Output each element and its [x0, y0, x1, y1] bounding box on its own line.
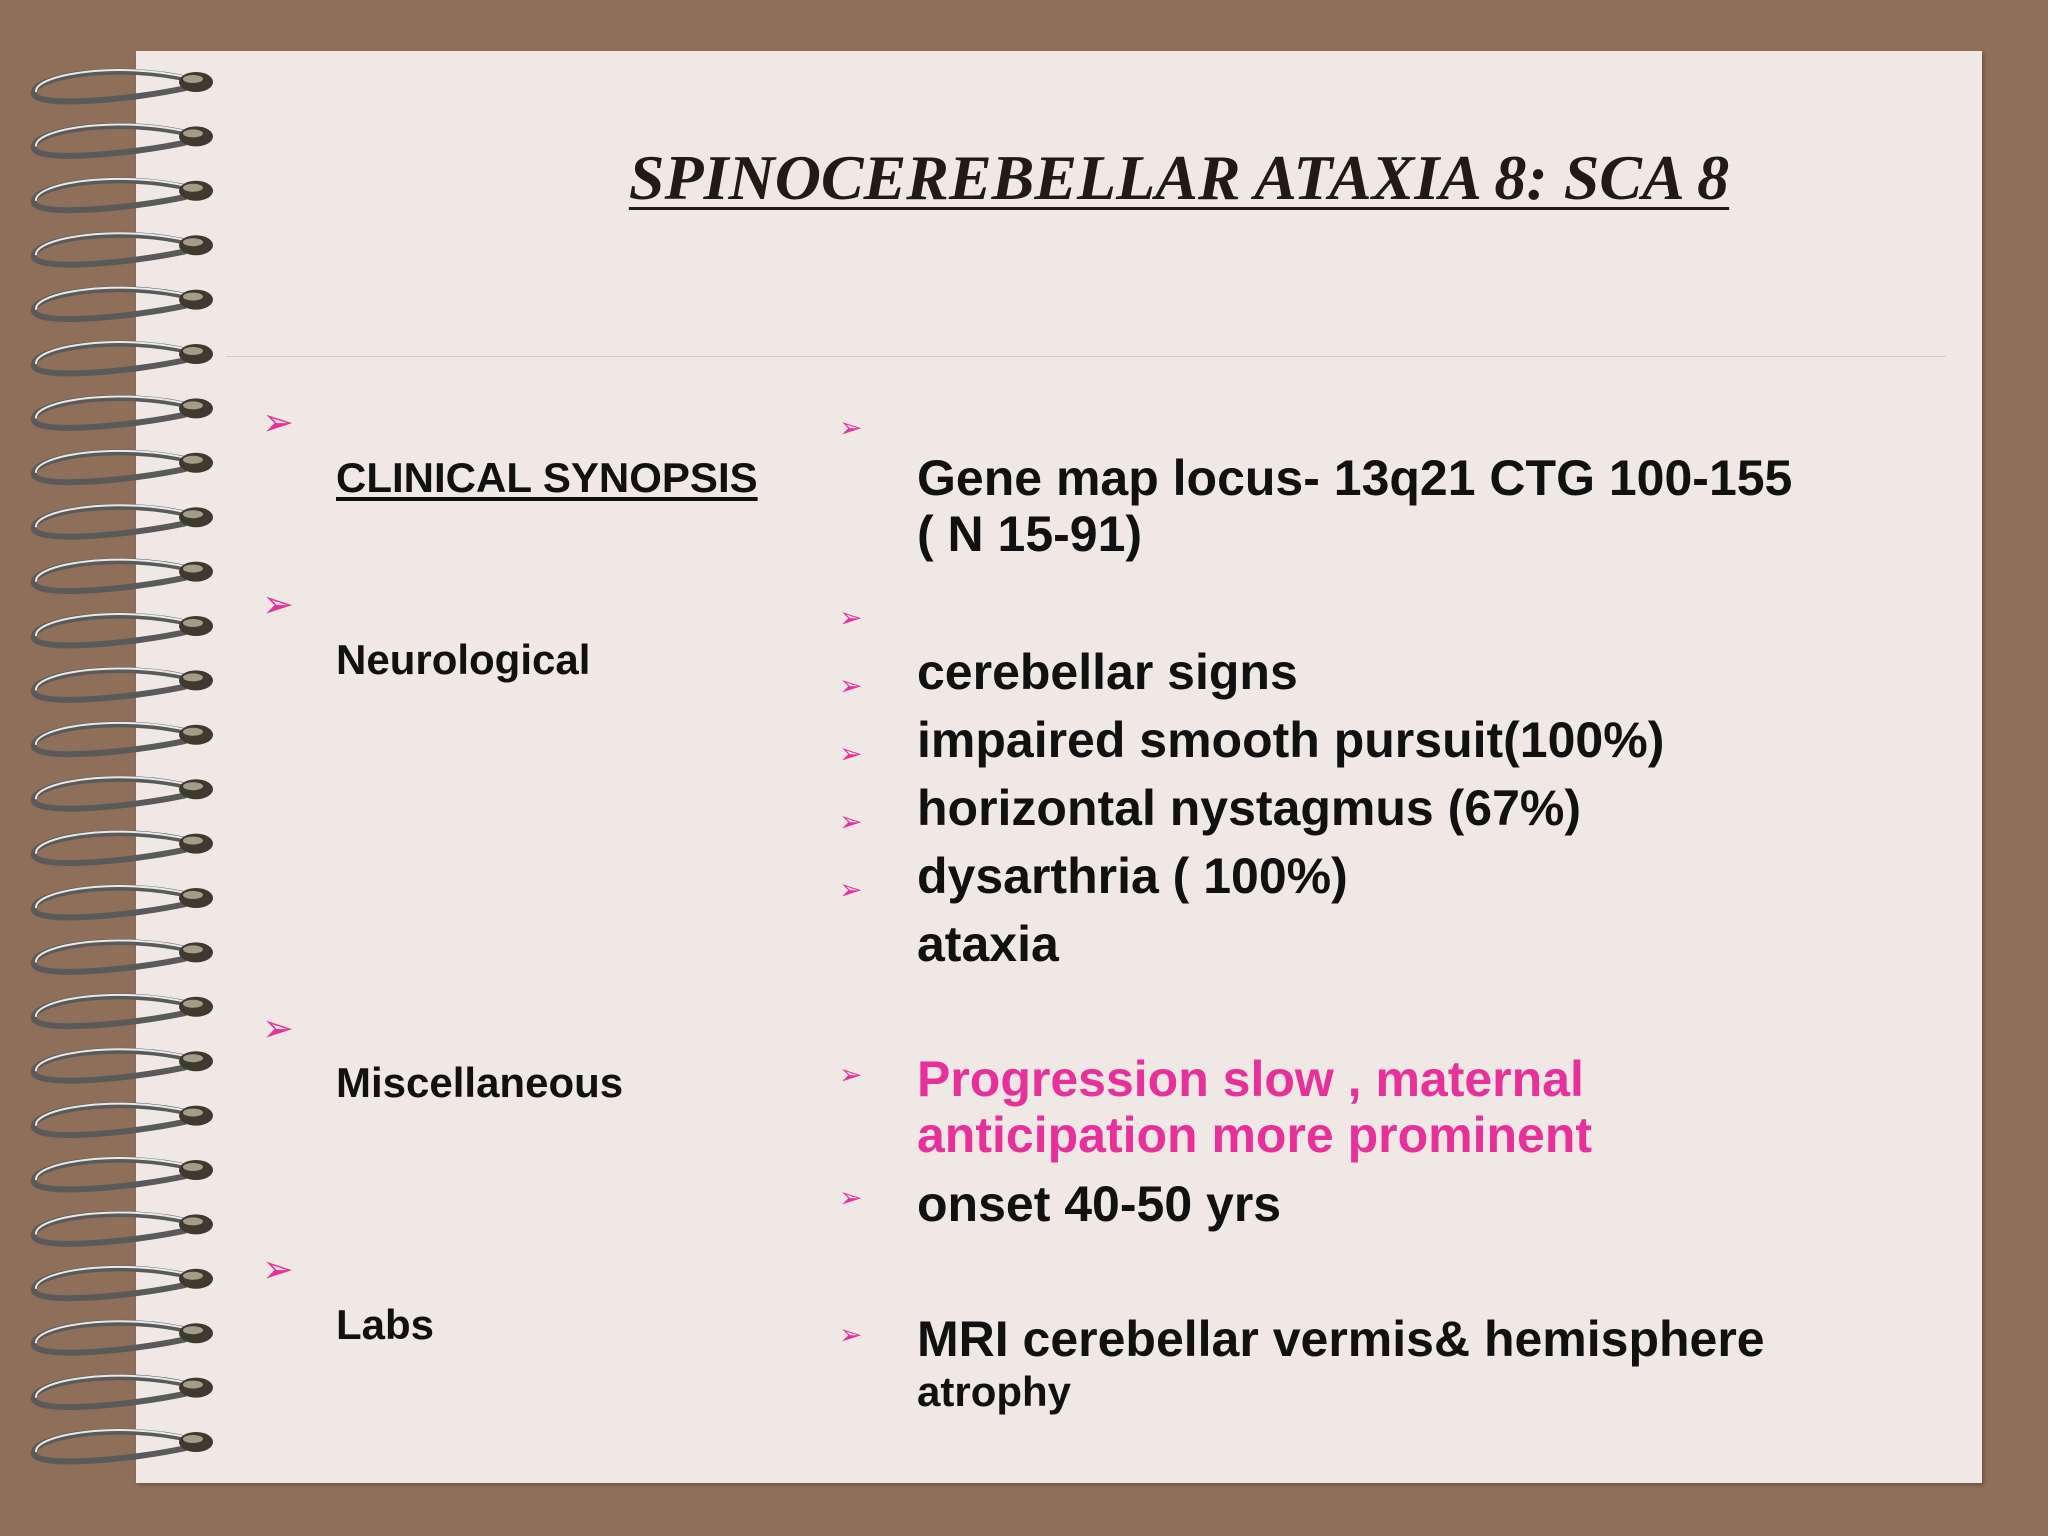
arrowhead-bullet-icon: ➢	[839, 1059, 863, 1090]
arrowhead-bullet-icon: ➢	[839, 670, 863, 701]
arrowhead-bullet-icon: ➢	[839, 412, 863, 443]
arrowhead-bullet-icon: ➢	[262, 1008, 294, 1050]
arrowhead-bullet-icon: ➢	[839, 602, 863, 633]
gene-map-line2: ( N 15-91)	[917, 506, 1143, 562]
item-progression	[917, 1051, 1592, 1163]
label-miscellaneous: Miscellaneous	[336, 1059, 624, 1106]
slide-title: SPINOCEREBELLAR ATAXIA 8: SCA 8	[628, 142, 1730, 213]
binding-hole-highlight	[183, 456, 203, 464]
arrowhead-bullet-icon: ➢	[839, 1182, 863, 1213]
gene-map-line1: Gene map locus- 13q21 CTG 100-155	[917, 450, 1793, 506]
binding-hole-highlight	[183, 945, 203, 953]
binding-hole-highlight	[183, 129, 203, 137]
mri-line1: MRI cerebellar vermis& hemisphere	[917, 1311, 1765, 1367]
binding-hole-highlight	[183, 1326, 203, 1334]
item-mri	[917, 1311, 1765, 1417]
arrowhead-bullet-icon: ➢	[262, 1249, 294, 1291]
binding-hole-highlight	[183, 1217, 203, 1225]
item-smooth-pursuit: impaired smooth pursuit(100%)	[917, 712, 1665, 768]
binding-hole-highlight	[183, 510, 203, 518]
mri-line2: atrophy	[917, 1368, 1072, 1415]
binding-hole-highlight	[183, 75, 203, 83]
binding-hole-highlight	[183, 619, 203, 627]
item-onset: onset 40-50 yrs	[917, 1176, 1282, 1232]
progression-line2: anticipation more prominent	[917, 1107, 1593, 1163]
progression-line1: Progression slow , maternal	[917, 1051, 1584, 1107]
binding-hole-highlight	[183, 1272, 203, 1280]
binding-hole-highlight	[183, 184, 203, 192]
binding-hole-highlight	[183, 401, 203, 409]
binding-hole-highlight	[183, 728, 203, 736]
binding-hole-highlight	[183, 1163, 203, 1171]
binding-hole-highlight	[183, 673, 203, 681]
spiral-binding	[0, 50, 240, 1490]
item-ataxia: ataxia	[917, 916, 1059, 972]
label-clinical-synopsis: CLINICAL SYNOPSIS	[336, 454, 758, 501]
item-dysarthria: dysarthria ( 100%)	[917, 848, 1348, 904]
arrowhead-bullet-icon: ➢	[839, 1319, 863, 1350]
label-labs: Labs	[336, 1301, 435, 1348]
label-neurological: Neurological	[336, 636, 591, 683]
arrowhead-bullet-icon: ➢	[839, 738, 863, 769]
binding-hole-highlight	[183, 1109, 203, 1117]
arrowhead-bullet-icon: ➢	[262, 584, 294, 626]
binding-hole-highlight	[183, 565, 203, 573]
binding-hole-highlight	[183, 1000, 203, 1008]
arrowhead-bullet-icon: ➢	[839, 806, 863, 837]
item-cerebellar-signs: cerebellar signs	[917, 644, 1298, 700]
binding-hole-highlight	[183, 347, 203, 355]
notebook-page	[136, 51, 1982, 1483]
binding-hole-highlight	[183, 1435, 203, 1443]
binding-hole-highlight	[183, 1054, 203, 1062]
gene-map-item	[917, 450, 1792, 562]
binding-hole-highlight	[183, 782, 203, 790]
binding-hole-highlight	[183, 891, 203, 899]
binding-hole-highlight	[183, 837, 203, 845]
arrowhead-bullet-icon: ➢	[262, 402, 294, 444]
binding-hole-highlight	[183, 293, 203, 301]
divider	[226, 356, 1946, 357]
arrowhead-bullet-icon: ➢	[839, 874, 863, 905]
binding-hole-highlight	[183, 1381, 203, 1389]
binding-hole-highlight	[183, 238, 203, 246]
item-nystagmus: horizontal nystagmus (67%)	[917, 780, 1581, 836]
